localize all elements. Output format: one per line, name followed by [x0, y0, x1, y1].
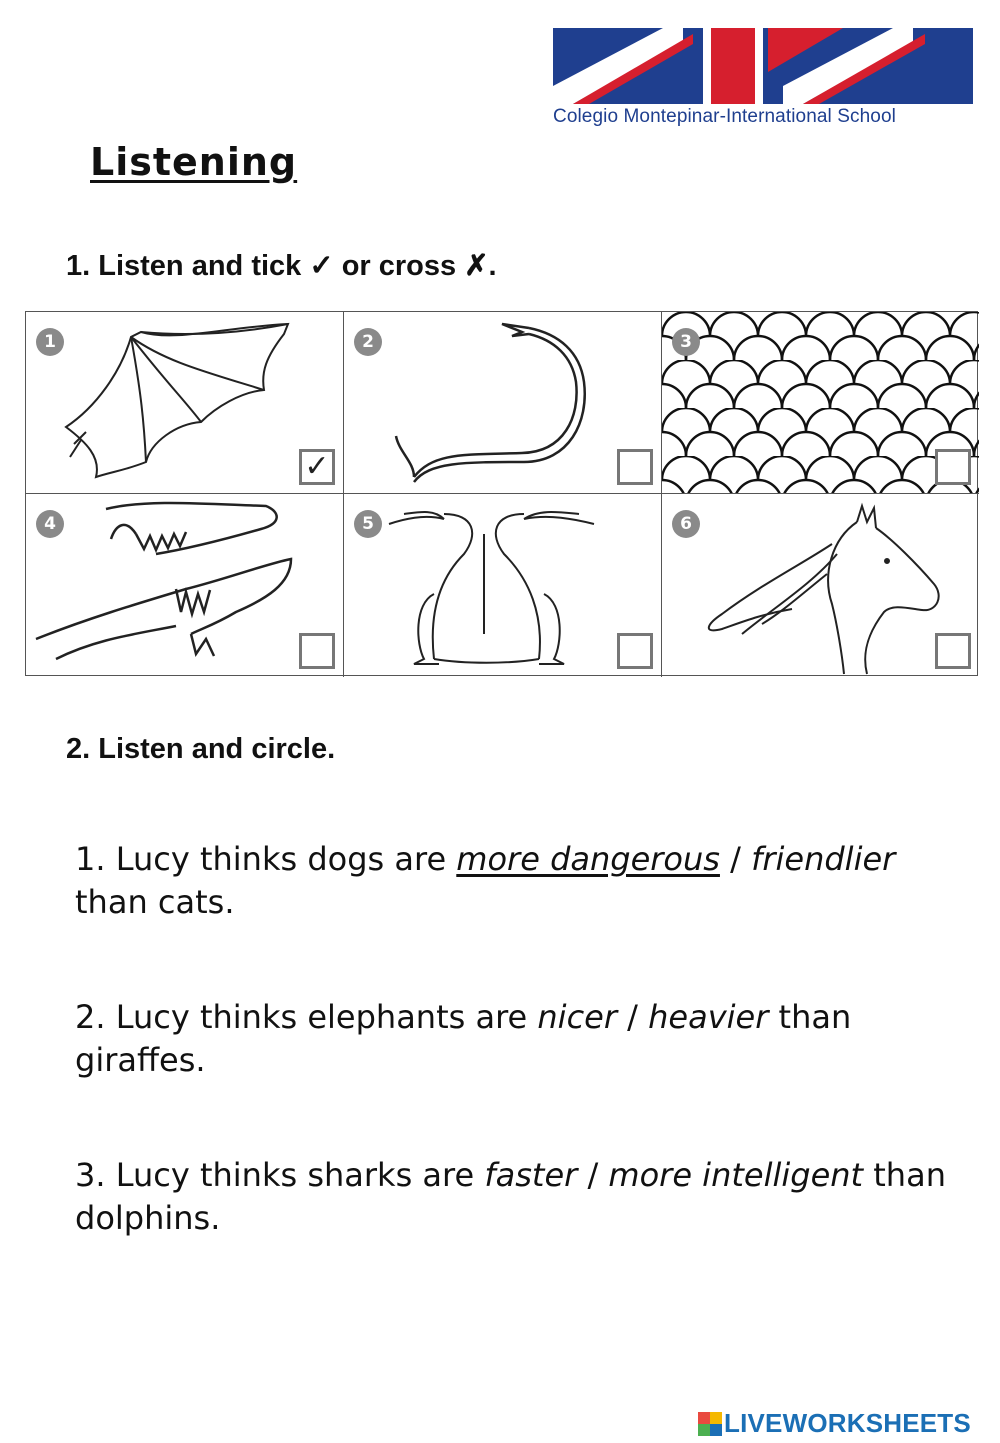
- answer-checkbox-6[interactable]: [935, 633, 971, 669]
- option-separator: /: [577, 1156, 609, 1194]
- item-number: 1: [36, 328, 64, 356]
- picture-cell-3: [662, 312, 979, 494]
- dragon-mouth-picture: [26, 494, 344, 677]
- answer-checkbox-2[interactable]: [617, 449, 653, 485]
- answer-checkbox-1[interactable]: ✓: [299, 449, 335, 485]
- option-b[interactable]: more intelligent: [608, 1156, 864, 1194]
- answer-checkbox-4[interactable]: [299, 633, 335, 669]
- sentence-prefix: 3. Lucy thinks sharks are: [75, 1156, 485, 1194]
- dragon-tail-picture: [344, 312, 662, 494]
- option-b[interactable]: heavier: [648, 998, 769, 1036]
- exercise2-heading: 2. Listen and circle.: [66, 733, 336, 765]
- option-a[interactable]: faster: [484, 1156, 578, 1194]
- picture-grid: [25, 311, 978, 676]
- sentence-suffix: than giraffes.: [75, 998, 852, 1079]
- item-number: 6: [672, 510, 700, 538]
- picture-cell-2: [344, 312, 662, 494]
- item-number: 5: [354, 510, 382, 538]
- option-separator: /: [719, 840, 752, 878]
- page-title: Listening: [90, 140, 298, 184]
- brand-name: LIVEWORKSHEETS: [724, 1408, 971, 1438]
- sentence-2: [75, 996, 955, 1082]
- horse-head-picture: [662, 494, 979, 677]
- sentence-prefix: 1. Lucy thinks dogs are: [75, 840, 457, 878]
- option-b[interactable]: friendlier: [751, 840, 896, 878]
- union-flag-icon: [553, 28, 973, 104]
- sentence-suffix: than cats.: [75, 883, 235, 921]
- option-separator: /: [617, 998, 649, 1036]
- picture-cell-1: [26, 312, 344, 494]
- liveworksheets-brand: [698, 1408, 971, 1439]
- item-number: 3: [672, 328, 700, 356]
- scales-picture: [662, 312, 979, 494]
- picture-cell-4: [26, 494, 344, 677]
- answer-checkbox-3[interactable]: [935, 449, 971, 485]
- sentence-1: [75, 838, 955, 924]
- liveworksheets-logo-icon: [698, 1412, 722, 1436]
- exercise1-heading: 1. Listen and tick ✓ or cross ✗.: [66, 250, 497, 282]
- sentence-3: [75, 1154, 955, 1240]
- answer-checkbox-5[interactable]: [617, 633, 653, 669]
- item-number: 2: [354, 328, 382, 356]
- item-number: 4: [36, 510, 64, 538]
- picture-cell-5: [344, 494, 662, 677]
- school-name: Colegio Montepinar-International School: [553, 106, 896, 127]
- picture-cell-6: [662, 494, 979, 677]
- dragon-wing-picture: [26, 312, 344, 494]
- dragon-body-picture: [344, 494, 662, 677]
- sentence-prefix: 2. Lucy thinks elephants are: [75, 998, 538, 1036]
- option-a[interactable]: nicer: [537, 998, 617, 1036]
- sentence-suffix: than dolphins.: [75, 1156, 946, 1237]
- school-logo: [553, 28, 973, 128]
- option-a[interactable]: more dangerous: [456, 840, 720, 878]
